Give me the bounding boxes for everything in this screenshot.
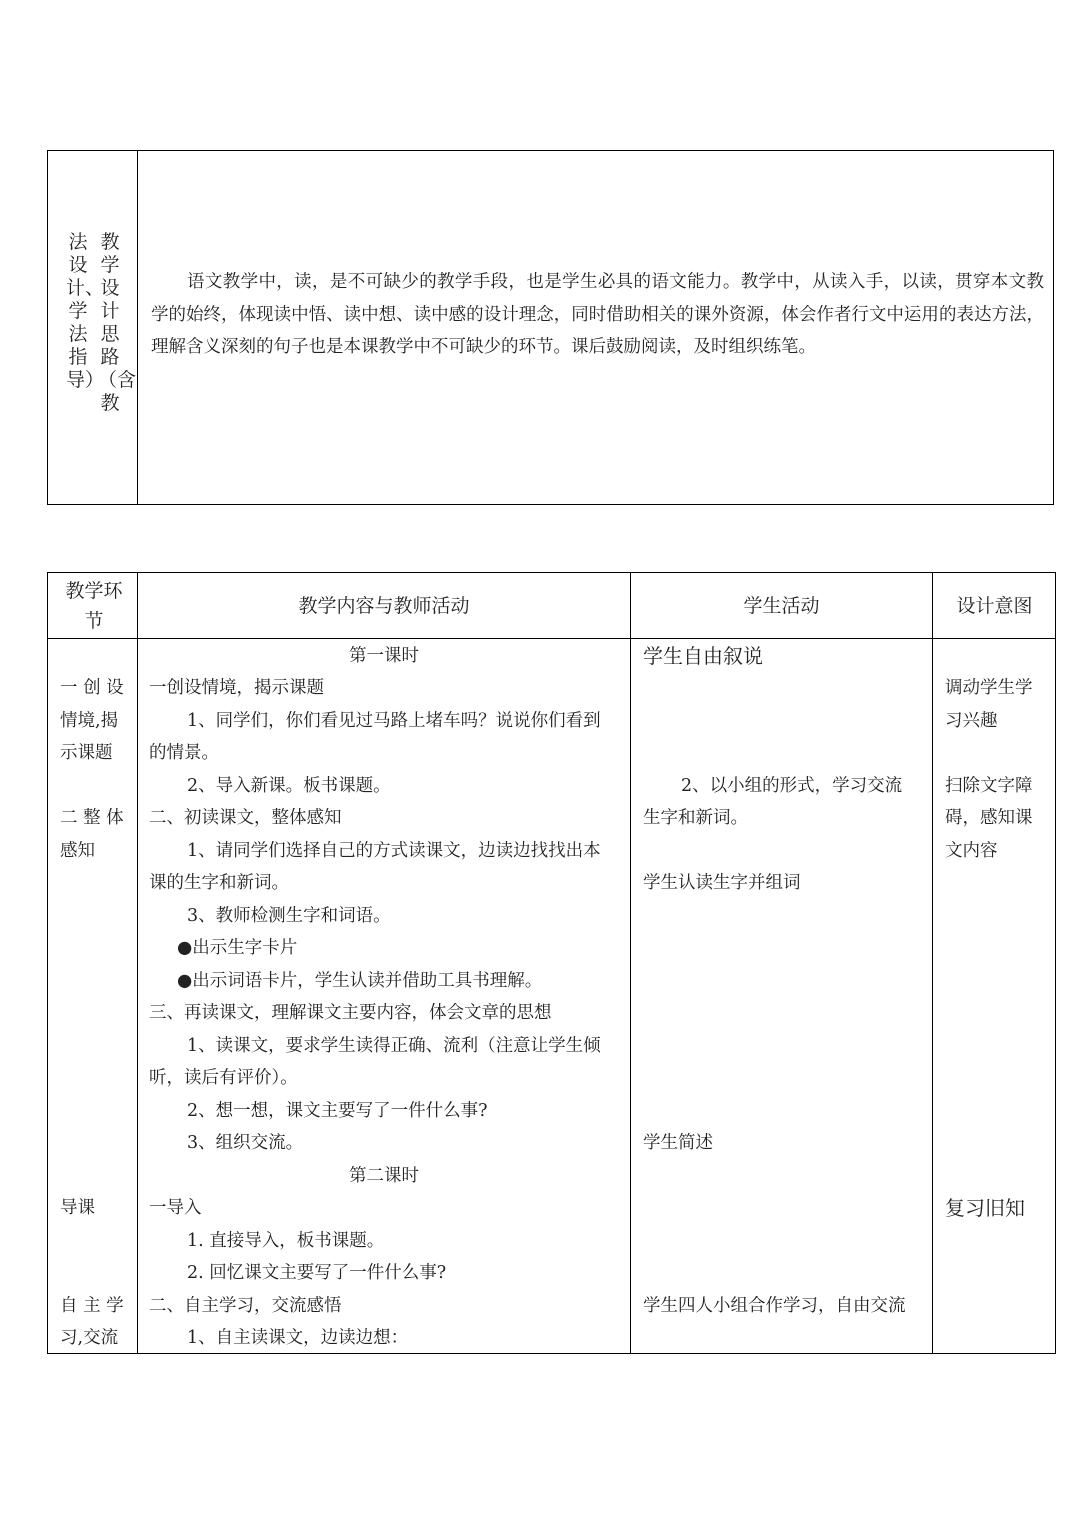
content-line: 课的生字和新词。	[149, 873, 289, 893]
stage-label: 二 整 体	[60, 808, 124, 828]
column-divider	[932, 573, 933, 1353]
content-line: 2. 回忆课文主要写了一件什么事?	[187, 1263, 447, 1283]
content-line: 1、请同学们选择自己的方式读课文，边读边找找出本	[187, 841, 601, 861]
content-line: 一导入	[149, 1198, 202, 1218]
design-intent-line: 调动学生学	[945, 678, 1033, 698]
design-intent-line: 习兴趣	[945, 711, 998, 731]
header-teaching-stage-line-2: 节	[84, 610, 104, 632]
design-rationale-paragraph: 语文教学中，读，是不可缺少的教学手段，也是学生必具的语文能力。教学中，从读入手，以读，贯穿本文教学的始终，体现读中悟、读中想、读中感的设计理念，同时借助相关的课外资源，体会作者行文中运用的表达方法，理解含义深刻的句子也是本课教学中不可缺少的环节。课后鼓励阅读，及时组织练笔。	[151, 272, 1044, 357]
student-activity-line: 生字和新词。	[643, 808, 748, 828]
design-intent-line: 复习旧知	[945, 1196, 1025, 1220]
student-activity-line: 学生四人小组合作学习，自由交流	[643, 1296, 906, 1316]
lesson-period-title: 第二课时	[349, 1166, 419, 1186]
stage-label: 习,交流	[60, 1328, 119, 1348]
student-activity-line: 学生自由叙说	[643, 644, 763, 668]
content-line: ●出示词语卡片，学生认读并借助工具书理解。	[177, 971, 543, 991]
design-rationale-table	[47, 150, 1054, 505]
stage-label: 一 创 设	[60, 678, 124, 698]
row-label-line-2: 法设计、学法指导）	[66, 231, 105, 391]
lesson-period-title: 第一课时	[349, 646, 419, 666]
stage-label: 导课	[60, 1198, 95, 1218]
column-divider	[630, 573, 631, 1353]
content-line: 三、再读课文，理解课文主要内容，体会文章的思想	[149, 1003, 552, 1023]
content-line: 3、教师检测生字和词语。	[187, 906, 391, 926]
content-line: 2、导入新课。板书课题。	[187, 776, 391, 796]
student-activity-line: 2、以小组的形式，学习交流	[681, 776, 903, 796]
header-design-intent: 设计意图	[956, 595, 1033, 617]
design-intent-line: 扫除文字障	[945, 776, 1033, 796]
content-line: 的情景。	[149, 743, 219, 763]
design-intent-line: 碍，感知课	[945, 808, 1033, 828]
design-intent-line: 文内容	[945, 841, 998, 861]
content-line: 1、同学们，你们看见过马路上堵车吗？说说你们看到	[187, 711, 601, 731]
content-line: 二、初读课文，整体感知	[149, 808, 342, 828]
stage-label: 自 主 学	[60, 1296, 124, 1316]
row-label-line-1: 教学设计思路（含教	[98, 231, 137, 414]
stage-label: 示课题	[60, 743, 113, 763]
content-line: 1、自主读课文，边读边想：	[187, 1328, 409, 1348]
header-teaching-stage	[54, 576, 134, 636]
column-divider	[137, 151, 138, 504]
header-student-activity: 学生活动	[743, 595, 820, 617]
teaching-process-table	[47, 572, 1056, 1354]
content-line: 2、想一想，课文主要写了一件什么事?	[187, 1101, 488, 1121]
header-teaching-stage-line-1: 教学环	[65, 580, 123, 602]
content-line: 3、组织交流。	[187, 1133, 304, 1153]
content-line: ●出示生字卡片	[177, 938, 298, 958]
content-line: 二、自主学习，交流感悟	[149, 1296, 342, 1316]
student-activity-line: 学生认读生字并组词	[643, 873, 801, 893]
stage-label: 感知	[60, 841, 95, 861]
column-divider	[137, 573, 138, 1353]
header-content-teacher-activity: 教学内容与教师活动	[298, 595, 470, 617]
content-line: 一创设情境，揭示课题	[149, 678, 324, 698]
content-line: 听，读后有评价）。	[149, 1068, 298, 1088]
content-line: 1、读课文，要求学生读得正确、流利（注意让学生倾	[187, 1036, 601, 1056]
stage-label: 情境,揭	[60, 711, 119, 731]
header-divider	[48, 638, 1055, 639]
student-activity-line: 学生简述	[643, 1133, 713, 1153]
content-line: 1. 直接导入，板书课题。	[187, 1231, 385, 1251]
